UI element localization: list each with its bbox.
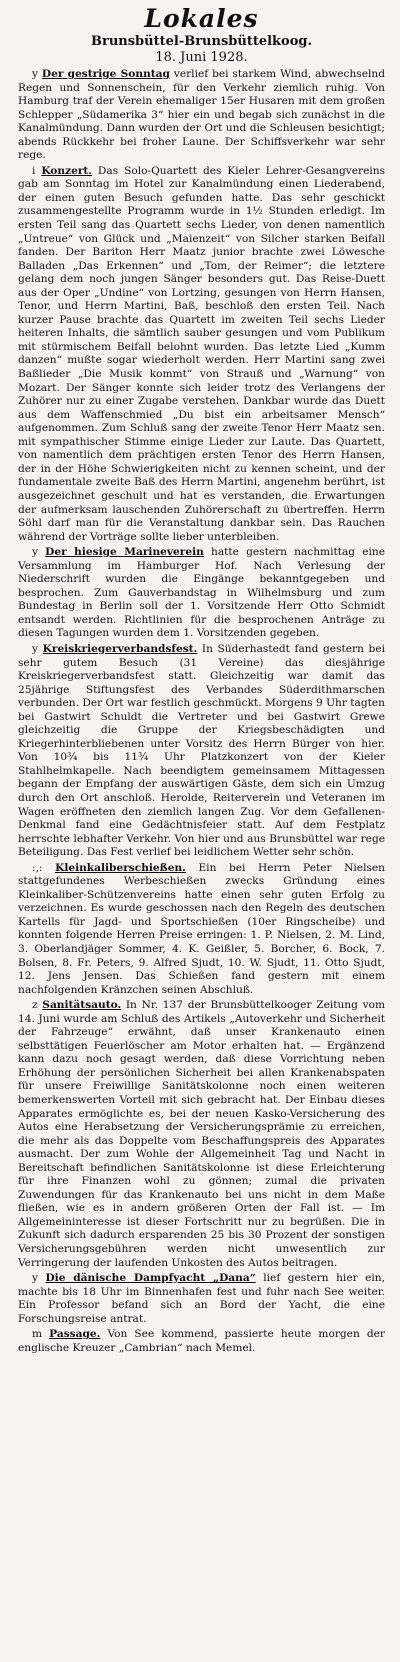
article-kleinkaliberschiessen bbox=[18, 862, 385, 997]
article-mark: i bbox=[32, 164, 36, 177]
article-sanitaetsauto bbox=[18, 999, 385, 1270]
article-konzert bbox=[18, 165, 385, 544]
article-headline: Der hiesige Marineverein bbox=[45, 546, 204, 559]
article-headline: Passage. bbox=[49, 1328, 101, 1341]
article-body: verlief bei starkem Wind, abwechselnd Regen und Sonnenschein, für den Verkehr ziemlich ruhig. Von Hamburg traf der Verein ehemaliger 15er Husaren mit dem großen Schlepper „Südamerika 3“ hier ein und begab sich zunächst in die Kanalmündung. Dann wurden der Ort und die Schleusen besichtigt; abends Rückkehr bei froher Laune. Der Schiffsverkehr war sehr rege. bbox=[18, 68, 385, 162]
article-mark: :,: bbox=[32, 861, 43, 874]
article-mark: m bbox=[32, 1328, 43, 1341]
article-mark: y bbox=[32, 642, 38, 655]
section-title: Lokales bbox=[144, 4, 259, 33]
article-body: In Süderhastedt fand gestern bei sehr gutem Besuch (31 Vereine) das diesjährige Kreiskriegerverbandsfest statt. Gleichzeitig war damit das 25jährige Stiftungsfest des Verbandes Süderdithmarschen verbunden. Der Ort war festlich geschmückt. Morgens 9 Uhr tagten bei Gastwirt Schuldt die Vertreter und bei Gastwirt Grewe gleichzeitig die Gruppe der Kriegsbeschädigten und Kriegerhinterbliebenen unter Vorsitz des Herrn Bürger von hier. Von 10¾ bis 11¾ Uhr Platzkonzert von der Kieler Stahlhelmkapelle. Nach beendigtem gemeinsamem Mittagessen begann der Empfang der auswärtigen Gäste, dem sich ein Umzug durch den Ort anschloß. Herolde, Reiterverein und Veteranen im Wagen eröffneten den ziemlich langen Zug. Vor dem Gefallenen-Denkmal fand eine Gedächtnisfeier statt. Auf dem Festplatz herrschte lebhafter Verkehr. Von hier und aus Brunsbüttel war rege Beteiligung. Das Fest verlief bei leidlichem Wetter sehr schön. bbox=[18, 642, 385, 859]
section-date: 18. Juni 1928. bbox=[155, 50, 248, 65]
article-body: In Nr. 137 der Brunsbüttelkooger Zeitung vom 14. Juni wurde am Schluß des Artikels „Autoverkehr und Sicherheit der Fahrzeuge“ erwähnt, daß unser Krankenauto einen selbsttätigen Feuerlöscher am Motor erhalten hat. — Ergänzend kann dazu noch gesagt werden, daß diese Vorrichtung neben Erhöhung der persönlichen Sicherheit bei allen Krankenabspaten für unsere Freiwillige Sanitätskolonne noch einen weiteren bemerkenswerten Vorteil mit sich gebracht hat. Der Einbau dieses Apparates ermöglichte es, bei der neuen Kasko-Versicherung des Autos eine Herabsetzung der Versicherungsprämie zu erreichen, die mehr als das Doppelte vom Beschaffungspreis des Apparates ausmacht. Der zum Wohle der Allgemeinheit Tag und Nacht in Bereitschaft befindlichen Sanitätskolonne ist diese Erleichterung für ihre Finanzen wohl zu gönnen; zumal die privaten Zuwendungen für das Krankenauto bei uns nicht in dem Maße fließen, wie es in andern größeren Orten der Fall ist. — Im Allgemeininteresse ist dieser Fortschritt nur zu begrüßen. Die in Zukunft sich dadurch ersparenden 25 bis 30 Prozent der sonstigen Versicherungsgebühren werden nicht unwesentlich zur Verringerung der laufenden Unkosten des Autos beitragen. bbox=[18, 999, 386, 1269]
article-body: Von See kommend, passierte heute morgen der englische Kreuzer „Cambrian“ nach Memel. bbox=[18, 1328, 385, 1354]
masthead bbox=[18, 6, 385, 66]
section-place: Brunsbüttel-Brunsbüttelkoog. bbox=[91, 34, 312, 49]
article-body: Das Solo-Quartett des Kieler Lehrer-Gesangvereins gab am Sonntag im Hotel zur Kanalmündung einen Liederabend, der einen guten Besuch gefunden hatte. Das sehr geschickt zusammengestellte Programm wurde in 1½ Stunden erledigt. Im ersten Teil sang das Quartett sechs Lieder, von denen namentlich „Untreue“ von Glück und „Maienzeit“ von Silcher starken Beifall fanden. Der Bariton Herr Maatz junior brachte zwei Löwesche Balladen „Das Erkennen“ und „Tom, der Reimer“; die letztere gelang dem noch jungen Sänger besonders gut. Das Reise-Duett aus der Oper „Undine“ von Lortzing, gesungen von Herrn Hansen, Tenor, und Herrn Martini, Baß, beschloß den ersten Teil. Nach kurzer Pause brachte das Quartett im zweiten Teil sechs Lieder heiteren Inhalts, die sämtlich sauber gesungen und vom Publikum mit stürmischem Beifall belohnt wurden. Das letzte Lied „Kumm danzen“ mußte sogar wiederholt werden. Herr Martini sang zwei Baßlieder „Die Musik kommt“ von Strauß und „Warnung“ von Mozart. Der Sänger konnte sich leider trotz des Verlangens der Zuhörer nur zu einer Zugabe verstehen. Dankbar wurde das Duett aus dem Waffenschmied „Du bist ein arbeitsamer Mensch“ aufgenommen. Zum Schluß sang der zweite Tenor Herr Maatz sen. mit sympathischer Stimme einige Lieder zur Laute. Das Quartett, von namentlich dem prächtigen ersten Tenor des Herrn Hansen, der in der Höhe Schwierigkeiten nicht zu kennen scheint, und der fundamentale zweite Baß des Herrn Martini, angenehm berührt, ist ausgezeichnet geschult und hat es verstanden, die Erwartungen der aufmerksam lauschenden Zuhörerschaft zu übertreffen. Herrn Söhl darf man für die Veranstaltung dankbar sein. Das Rauchen während der Vorträge sollte lieber unterbleiben. bbox=[18, 164, 386, 543]
article-headline: Sanitätsauto. bbox=[42, 999, 122, 1012]
article-body: lief gestern hier ein, machte bis 18 Uhr im Binnenhafen fest und fuhr nach See weiter. Ein Professor befand sich an Bord der Yacht, die eine Forschungsreise antrat. bbox=[18, 1272, 385, 1325]
article-marineverein bbox=[18, 546, 385, 641]
article-passage bbox=[18, 1328, 385, 1355]
article-sonntag bbox=[18, 68, 385, 163]
article-mark: y bbox=[32, 68, 38, 80]
article-mark: y bbox=[32, 546, 38, 559]
article-headline: Kleinkaliberschießen. bbox=[55, 861, 186, 874]
article-headline: Kreiskriegerverbandsfest. bbox=[42, 642, 198, 655]
article-headline: Die dänische Dampfyacht „Dana“ bbox=[45, 1272, 256, 1285]
article-headline: Konzert. bbox=[41, 164, 92, 177]
article-dampfyacht-dana bbox=[18, 1272, 385, 1326]
article-mark: y bbox=[32, 1272, 38, 1285]
article-kreiskriegerverbandsfest bbox=[18, 643, 385, 860]
article-headline: Der gestrige Sonntag bbox=[41, 68, 170, 80]
article-body: hatte gestern nachmittag eine Versammlung im Hamburger Hof. Nach Verlesung der Niederschrift wurden die Eingänge bekanntgegeben und besprochen. Zum Gauverbandstag in Wilhelmsburg und zum Bundestag in Berlin soll der 1. Vorsitzende Herr Otto Schmidt entsandt werden. Richtlinien für die besprochenen Anträge zu diesen Tagungen wurden dem 1. Vorsitzenden gegeben. bbox=[18, 546, 386, 640]
article-body: Ein bei Herrn Peter Nielsen stattgefundenes Werbeschießen zwecks Gründung eines Kleinkaliber-Schützenvereins hatte einen sehr guten Erfolg zu verzeichnen. Es wurde geschossen nach den Regeln des deutschen Kartells für Jagd- und Sportschießen (10er Ringscheibe) und konnten folgende Herren Preise erringen: 1. P. Nielsen, 2. M. Lind, 3. Oberlandjäger Sommer, 4. K. Geißler, 5. Borcher, 6. Bock, 7. Bolsen, 8. Fr. Peters, 9. Alfred Sjudt, 10. W. Sjudt, 11. Otto Sjudt, 12. Jens Jensen. Das Schießen fand gestern mit einem nachfolgenden Kränzchen seinen Abschluß. bbox=[18, 861, 385, 996]
article-mark: z bbox=[32, 999, 38, 1012]
